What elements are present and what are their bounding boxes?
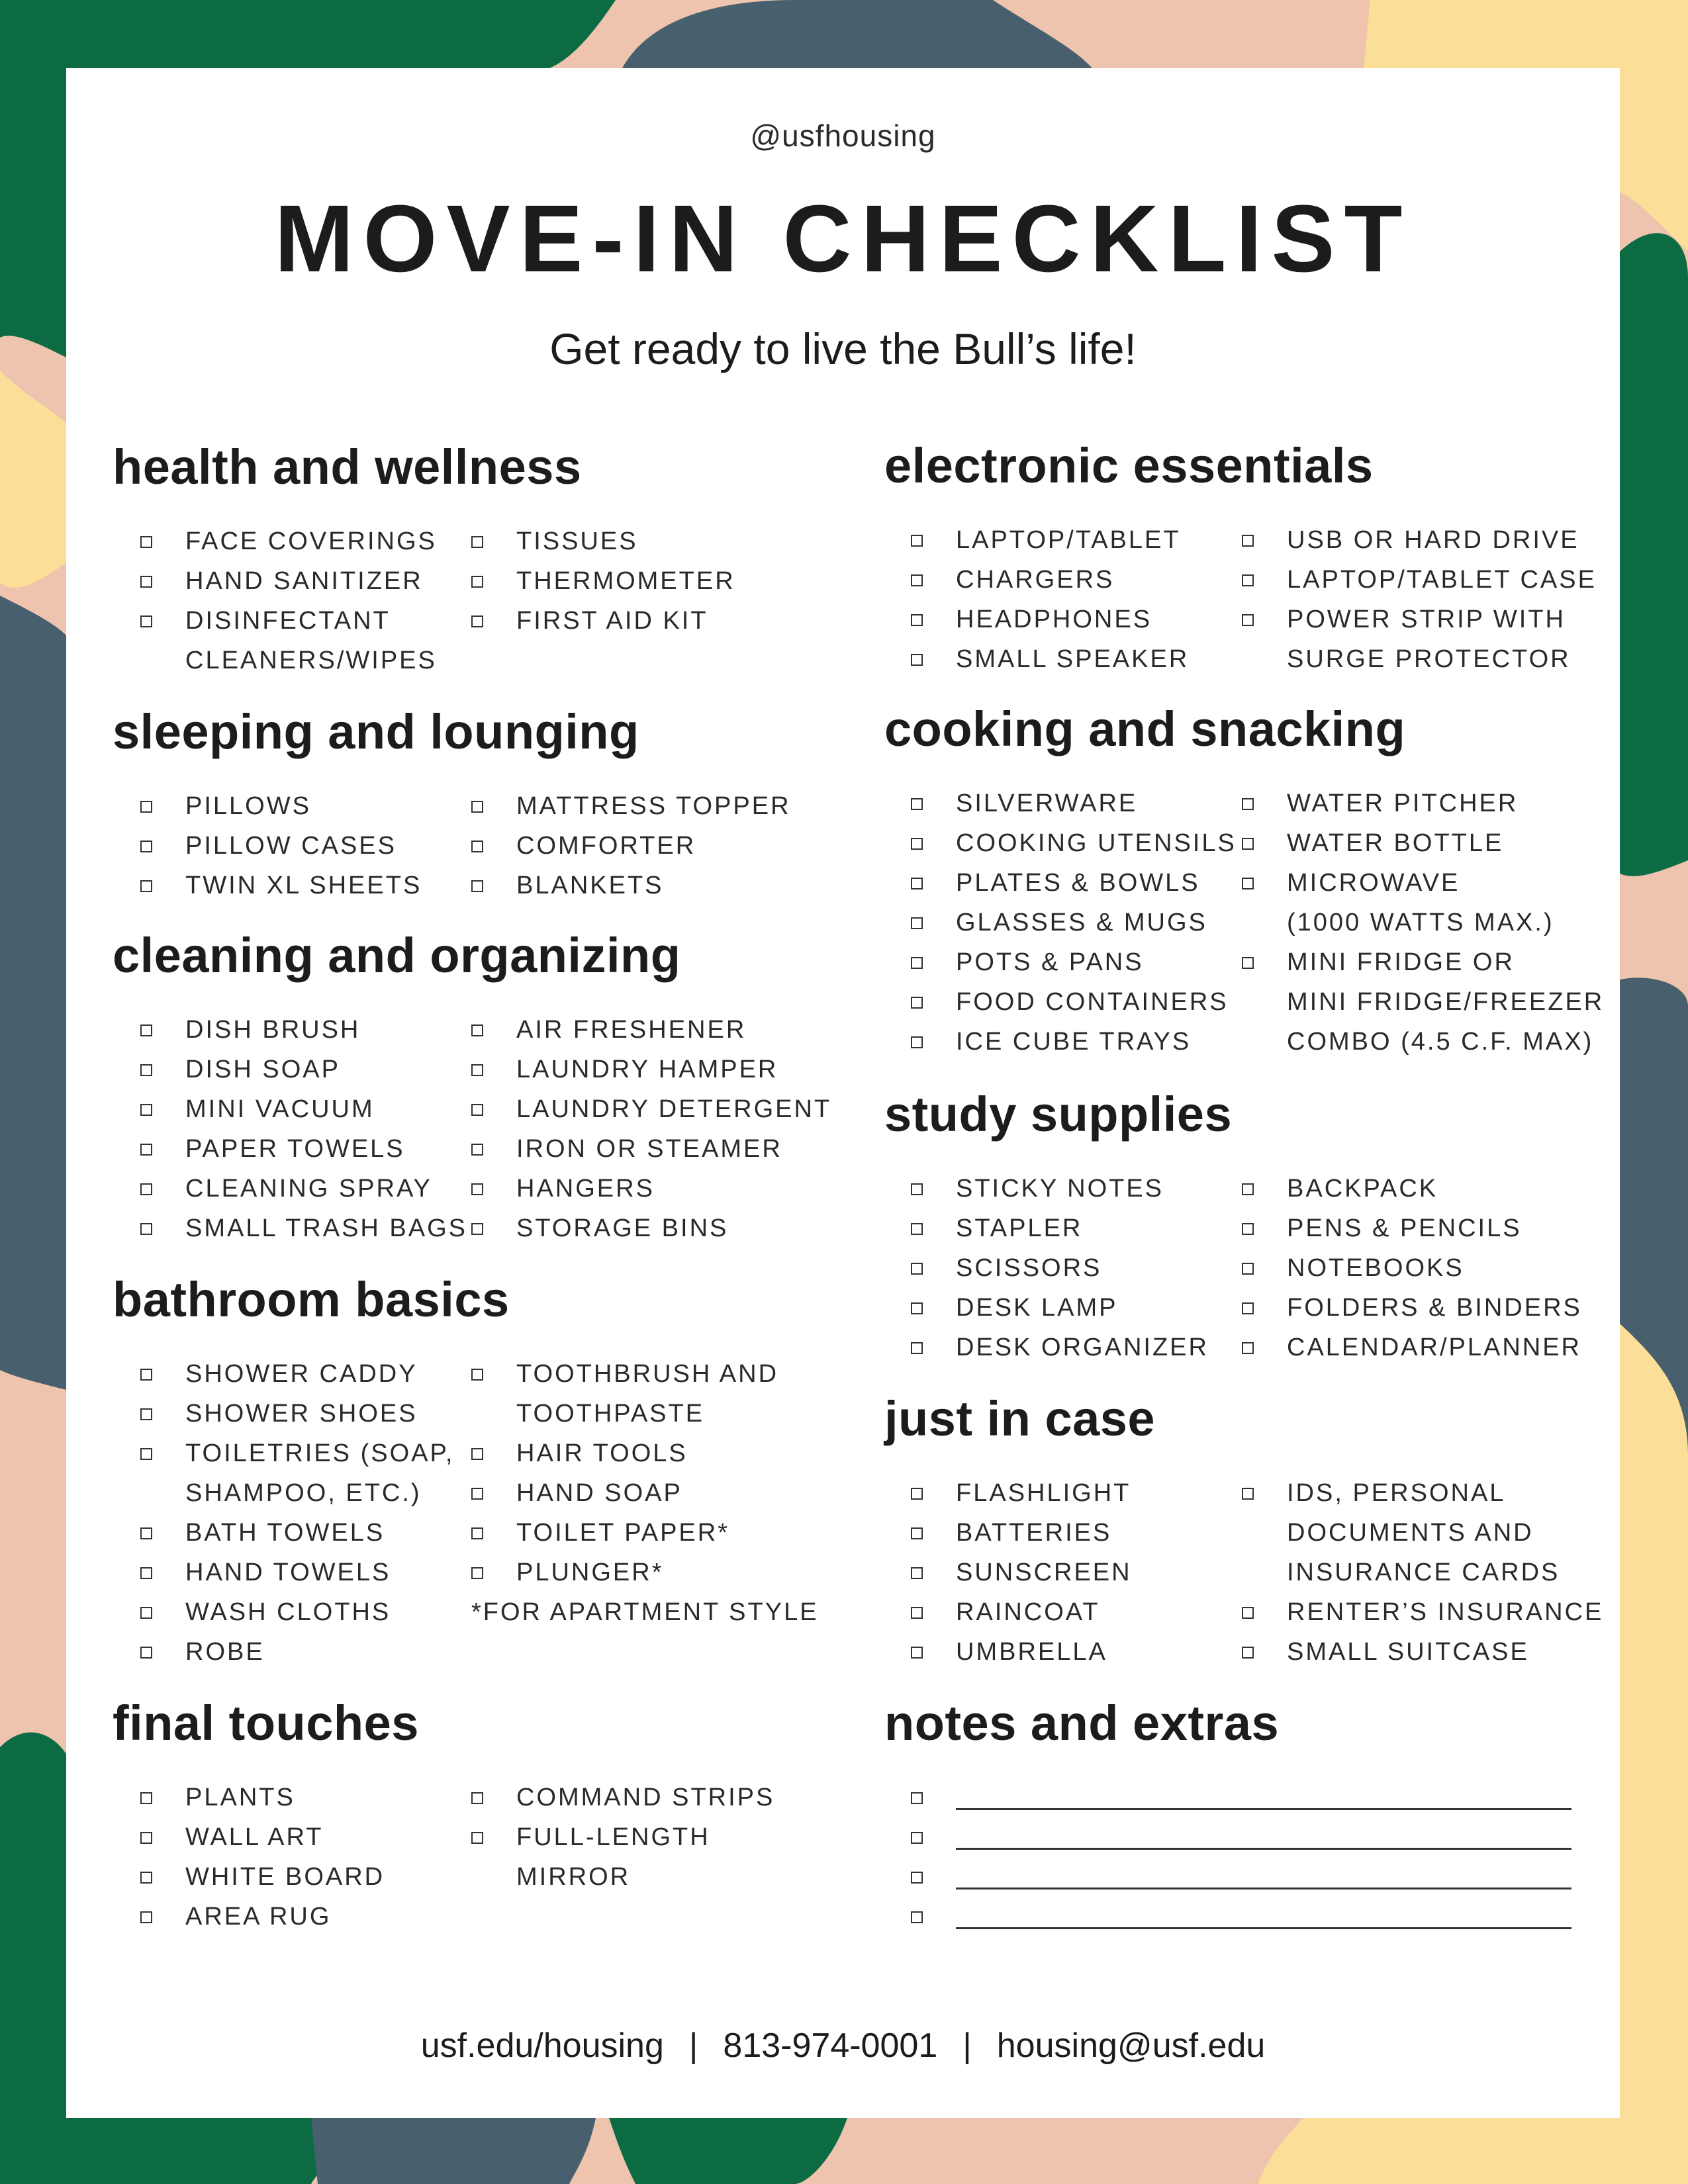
checkbox-icon[interactable]: [140, 1448, 152, 1460]
checkbox-icon[interactable]: [140, 615, 152, 627]
checkbox-icon[interactable]: [1242, 878, 1254, 889]
checkbox-icon[interactable]: [140, 841, 152, 852]
checkbox-icon[interactable]: [1242, 1223, 1254, 1235]
checkbox-icon[interactable]: [911, 1911, 923, 1923]
apartment-style-footnote: *FOR APARTMENT STYLE: [471, 1598, 819, 1626]
page-subtitle: Get ready to live the Bull’s life!: [549, 324, 1137, 373]
checkbox-icon[interactable]: [1242, 1302, 1254, 1314]
checkbox-icon[interactable]: [471, 1144, 483, 1156]
section-cleaning-and-organizing: cleaning and organizing DISH BRUSH DISH SOAP MINI VACUUM PAPER TOWELS CLEANING SPRAY SMALL TRASH BAGS AIR FRESHENER LAUNDRY HAMPER LAUNDRY DETERGENT IRON OR STEAMER HANGERS STORAGE BINS: [113, 927, 861, 983]
checkbox-icon[interactable]: [471, 1223, 483, 1235]
checklist-card: [66, 68, 1620, 2118]
checkbox-icon[interactable]: [471, 880, 483, 892]
checkbox-icon[interactable]: [911, 1832, 923, 1844]
writing-line[interactable]: [956, 1808, 1571, 1810]
checkbox-icon[interactable]: [911, 957, 923, 969]
checkbox-icon[interactable]: [911, 1567, 923, 1579]
checkbox-icon[interactable]: [911, 997, 923, 1009]
checkbox-icon[interactable]: [911, 917, 923, 929]
checkbox-icon[interactable]: [140, 1832, 152, 1844]
checkbox-icon[interactable]: [911, 535, 923, 547]
checkbox-icon[interactable]: [140, 1024, 152, 1036]
checkbox-icon[interactable]: [1242, 1607, 1254, 1619]
section-title: health and wellness: [113, 439, 582, 494]
checkbox-icon[interactable]: [911, 1792, 923, 1804]
checkbox-icon[interactable]: [911, 574, 923, 586]
checkbox-icon[interactable]: [140, 1527, 152, 1539]
checklist-item-continued: INSURANCE CARDS: [1287, 1559, 1560, 1586]
section-title: notes and extras: [884, 1696, 1280, 1751]
section-title: study supplies: [884, 1087, 1233, 1142]
section-notes-and-extras: [884, 1695, 1599, 1751]
writing-line[interactable]: [956, 1927, 1571, 1929]
contact-footer: [66, 2026, 1620, 2066]
separator: |: [962, 2026, 972, 2065]
checkbox-icon[interactable]: [471, 801, 483, 813]
social-handle: @usfhousing: [750, 118, 936, 153]
section-title: sleeping and lounging: [113, 704, 639, 759]
checklist-item-continued: DOCUMENTS AND: [1287, 1519, 1534, 1547]
checkbox-icon[interactable]: [1242, 1647, 1254, 1659]
checkbox-icon[interactable]: [140, 1792, 152, 1804]
checklist-item-continued: MINI FRIDGE/FREEZER: [1287, 988, 1605, 1016]
checkbox-icon[interactable]: [471, 1183, 483, 1195]
checkbox-icon[interactable]: [911, 1647, 923, 1659]
checkbox-icon[interactable]: [1242, 1183, 1254, 1195]
checkbox-icon[interactable]: [1242, 1263, 1254, 1275]
checkbox-icon[interactable]: [911, 614, 923, 626]
checkbox-icon[interactable]: [140, 536, 152, 548]
checkbox-icon[interactable]: [471, 1104, 483, 1116]
checkbox-icon[interactable]: [911, 1488, 923, 1500]
checkbox-icon[interactable]: [1242, 957, 1254, 969]
checkbox-icon[interactable]: [911, 1302, 923, 1314]
checkbox-icon[interactable]: [471, 1832, 483, 1844]
checkbox-icon[interactable]: [140, 1104, 152, 1116]
section-title: cleaning and organizing: [113, 928, 681, 983]
checkbox-icon[interactable]: [140, 1872, 152, 1884]
section-bathroom-basics: bathroom basics SHOWER CADDY SHOWER SHOES TOILETRIES (SOAP, SHAMPOO, ETC.) BATH TOWELS HAND TOWELS WASH CLOTHS ROBE TOOTHBRUSH AND TOOTHPASTE HAIR TOOLS HAND SOAP TOILET PAPER* PLUNGER* *FOR APARTMENT STYLE: [113, 1271, 861, 1328]
checkbox-icon[interactable]: [1242, 574, 1254, 586]
section-final-touches: final touches PLANTS WALL ART WHITE BOARD AREA RUG COMMAND STRIPS FULL-LENGTH MIRROR: [113, 1695, 861, 1751]
section-sleeping-and-lounging: sleeping and lounging PILLOWS PILLOW CASES TWIN XL SHEETS MATTRESS TOPPER COMFORTER BLANKETS: [113, 704, 861, 760]
checkbox-icon[interactable]: [140, 801, 152, 813]
checkbox-icon[interactable]: [471, 1567, 483, 1579]
checkbox-icon[interactable]: [471, 1064, 483, 1076]
email-link[interactable]: housing@usf.edu: [996, 2026, 1266, 2065]
section-electronic-essentials: electronic essentials LAPTOP/TABLET CHARGERS HEADPHONES SMALL SPEAKER USB OR HARD DRIVE LAPTOP/TABLET CASE POWER STRIP WITH SURGE PROTECTOR: [884, 437, 1599, 494]
section-just-in-case: just in case FLASHLIGHT BATTERIES SUNSCREEN RAINCOAT UMBRELLA IDS, PERSONAL DOCUMENTS AND INSURANCE CARDS RENTER’S INSURANCE SMALL SUITCASE: [884, 1391, 1604, 1666]
checkbox-icon[interactable]: [1242, 838, 1254, 850]
checklist-item-continued: MIRROR: [516, 1863, 631, 1891]
website-link[interactable]: usf.edu/housing: [420, 2026, 664, 2065]
checkbox-icon[interactable]: [140, 1064, 152, 1076]
checkbox-icon[interactable]: [911, 1263, 923, 1275]
separator: |: [688, 2026, 698, 2065]
checkbox-icon[interactable]: [140, 576, 152, 588]
section-health-and-wellness: health and wellness FACE COVERINGS HAND SANITIZER DISINFECTANT CLEANERS/WIPES TISSUES THERMOMETER FIRST AID KIT: [113, 439, 861, 495]
section-title: cooking and snacking: [884, 702, 1406, 756]
page-title: MOVE-IN CHECKLIST: [274, 185, 1412, 292]
checkbox-icon[interactable]: [1242, 1342, 1254, 1354]
checkbox-icon[interactable]: [140, 1144, 152, 1156]
checkbox-icon[interactable]: [911, 1872, 923, 1884]
checkbox-icon[interactable]: [140, 1223, 152, 1235]
section-title: just in case: [884, 1391, 1156, 1446]
checkbox-icon[interactable]: [471, 1488, 483, 1500]
checkbox-icon[interactable]: [471, 1527, 483, 1539]
section-title: electronic essentials: [884, 438, 1374, 493]
checkbox-icon[interactable]: [140, 880, 152, 892]
checkbox-icon[interactable]: [140, 1567, 152, 1579]
checkbox-icon[interactable]: [911, 1607, 923, 1619]
section-title: final touches: [113, 1696, 419, 1751]
checkbox-icon[interactable]: [1242, 614, 1254, 626]
checkbox-icon[interactable]: [1242, 1488, 1254, 1500]
checkbox-icon[interactable]: [471, 1448, 483, 1460]
checkbox-icon[interactable]: [911, 1527, 923, 1539]
checkbox-icon[interactable]: [911, 1223, 923, 1235]
checklist-item-continued: COMBO (4.5 C.F. MAX): [1287, 1028, 1594, 1056]
checkbox-icon[interactable]: [1242, 798, 1254, 810]
phone-number[interactable]: 813-974-0001: [723, 2026, 938, 2065]
checklist-item-continued: CLEANERS/WIPES: [185, 647, 437, 674]
section-title: bathroom basics: [113, 1272, 510, 1327]
checkbox-icon[interactable]: [911, 1183, 923, 1195]
checkbox-icon[interactable]: [471, 615, 483, 627]
checklist-item-continued: SURGE PROTECTOR: [1287, 645, 1571, 673]
checkbox-icon[interactable]: [140, 1911, 152, 1923]
checkbox-icon[interactable]: [911, 798, 923, 810]
checkbox-icon[interactable]: [471, 1369, 483, 1381]
checkbox-icon[interactable]: [471, 1792, 483, 1804]
checkbox-icon[interactable]: [1242, 535, 1254, 547]
checkbox-icon[interactable]: [140, 1369, 152, 1381]
writing-line[interactable]: [956, 1888, 1571, 1889]
checkbox-icon[interactable]: [911, 838, 923, 850]
section-cooking-and-snacking: cooking and snacking SILVERWARE COOKING UTENSILS PLATES & BOWLS GLASSES & MUGS POTS & PANS FOOD CONTAINERS ICE CUBE TRAYS WATER PITCHER WATER BOTTLE MICROWAVE (1000 WATTS MAX.) MINI FRIDGE OR MINI FRIDGE/FREEZER COMBO (4.5 C.F. MAX): [884, 701, 1599, 757]
checkbox-icon[interactable]: [140, 1647, 152, 1659]
checkbox-icon[interactable]: [471, 841, 483, 852]
checklist-item-continued: (1000 WATTS MAX.): [1287, 909, 1554, 936]
checklist-item-continued: TOOTHPASTE: [516, 1400, 705, 1428]
checkbox-icon[interactable]: [911, 1342, 923, 1354]
checkbox-icon[interactable]: [471, 536, 483, 548]
checkbox-icon[interactable]: [471, 1024, 483, 1036]
checkbox-icon[interactable]: [140, 1408, 152, 1420]
checkbox-icon[interactable]: [471, 576, 483, 588]
checkbox-icon[interactable]: [911, 1036, 923, 1048]
writing-line[interactable]: [956, 1848, 1571, 1850]
checkbox-icon[interactable]: [911, 654, 923, 666]
section-study-supplies: study supplies STICKY NOTES STAPLER SCISSORS DESK LAMP DESK ORGANIZER BACKPACK PENS & PENCILS NOTEBOOKS FOLDERS & BINDERS CALENDAR/PLANNER: [884, 1086, 1599, 1142]
checkbox-icon[interactable]: [140, 1607, 152, 1619]
checkbox-icon[interactable]: [911, 878, 923, 889]
checkbox-icon[interactable]: [140, 1183, 152, 1195]
checklist-item-continued: SHAMPOO, ETC.): [185, 1479, 422, 1507]
